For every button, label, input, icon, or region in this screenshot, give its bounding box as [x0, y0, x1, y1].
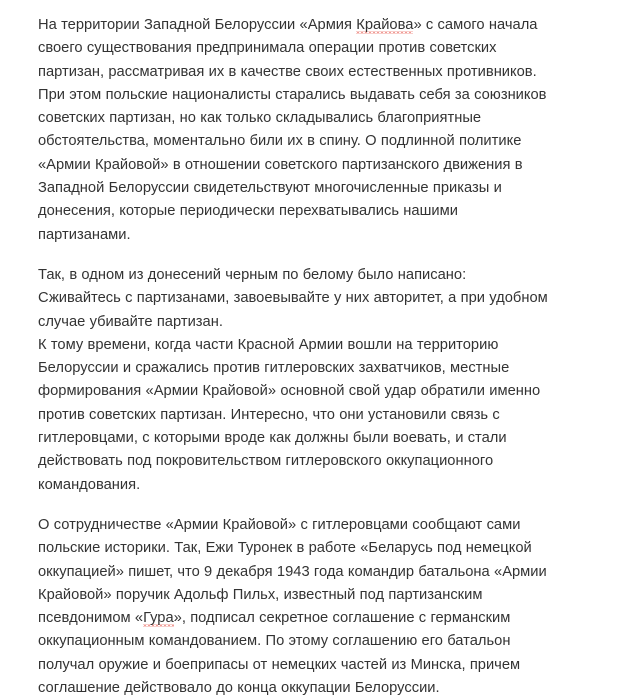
text-run: На территории Западной Белоруссии «Армия	[38, 17, 357, 33]
text-run: », подписал секретное соглашение с германским оккупационным командованием. По этому соглашению его батальон получал оружие и боеприпасы от немецких частей из Минска, причем соглашение действовало до конца оккупации Белоруссии.	[38, 610, 521, 697]
text-run: К тому времени, когда части Красной Армии вошли на территорию Белоруссии и сражались против гитлеровских захватчиков, местные формирования «Армии Крайовой» основной свой удар обратили именно против советских партизан. Интересно, что они установили связь с гитлеровцами, с которыми вроде как должны были воевать, и стали действовать под покровительством гитлеровского оккупационного командования.	[38, 336, 541, 493]
paragraph	[38, 514, 550, 700]
paragraph	[38, 334, 550, 497]
text-run: Так, в одном из донесений черным по белому было написано: Сживайтесь с партизанами, завоевывайте у них авторитет, а при удобном случае убивайте партизан.	[38, 266, 548, 330]
article-body	[38, 14, 550, 700]
misspelled-word[interactable]: Гура	[143, 610, 174, 627]
misspelled-word[interactable]: Крайова	[356, 17, 414, 33]
paragraph	[38, 14, 550, 247]
paragraph	[38, 264, 550, 334]
text-run: » с самого начала своего существования предпринимала операции против советских партизан, рассматривая их в качестве своих естественных противников. При этом польские националисты старались выдавать себя за союзников советских партизан, но как только складывались благоприятные обстоятельства, моментально били их в спину. О подлинной политике «Армии Крайовой» в отношении советского партизанского движения в Западной Белоруссии свидетельствуют многочисленные приказы и донесения, которые периодически перехватывались нашими партизанами.	[38, 17, 547, 243]
text-run: О сотрудничестве «Армии Крайовой» с гитлеровцами сообщают сами польские историки. Так, Ежи Туронек в работе «Беларусь под немецкой оккупацией» пишет, что 9 декабря 1943 года командир батальона «Армии Крайовой» поручик Адольф Пильх, известный под партизанским псевдонимом «	[38, 516, 547, 627]
